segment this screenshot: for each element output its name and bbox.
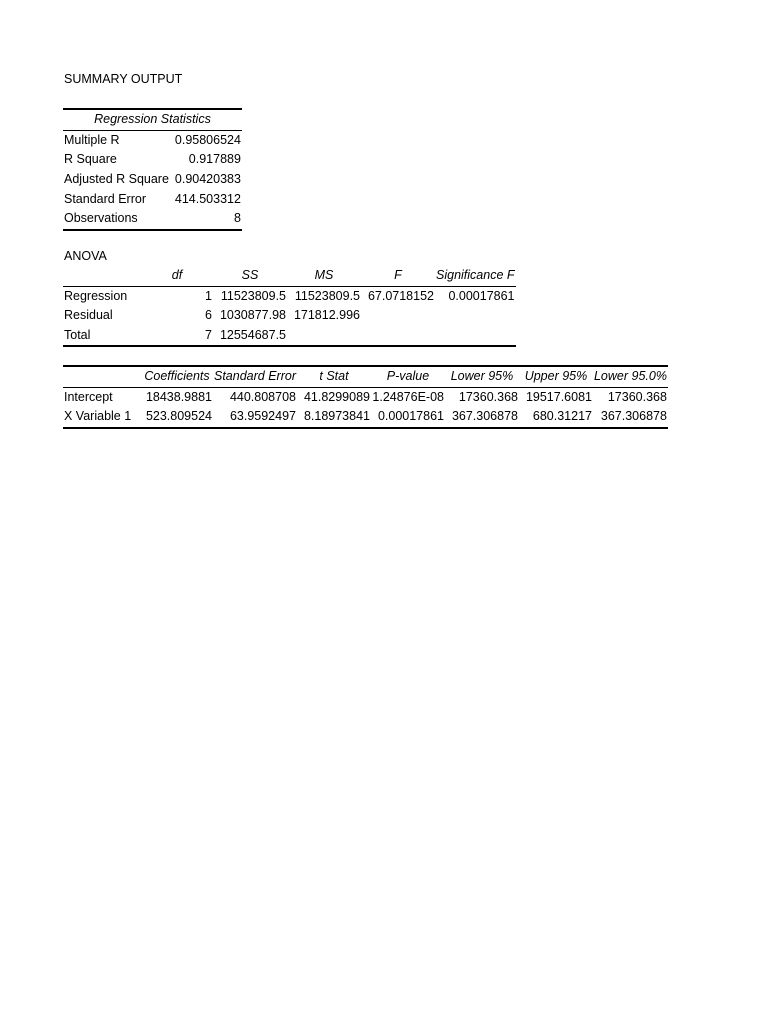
stat-label: Standard Error (64, 191, 146, 206)
table-row (63, 150, 242, 170)
table-row (63, 209, 242, 230)
regression-statistics-table (63, 108, 242, 231)
stat-label: Adjusted R Square (64, 172, 169, 187)
anova-table (63, 266, 516, 347)
table-row (63, 286, 516, 306)
table-row (63, 170, 242, 190)
column-header: Lower 95.0% (593, 366, 668, 387)
table-cell: 17360.368 (607, 389, 667, 404)
stat-value: 0.95806524 (174, 132, 241, 147)
table-cell: 41.8299089 (303, 389, 370, 404)
table-cell: 6 (205, 308, 212, 323)
column-header: F (361, 266, 435, 286)
table-cell: 0.00017861 (371, 407, 445, 428)
table-row (63, 387, 668, 407)
table-cell: 63.9592497 (213, 407, 297, 428)
row-label: X Variable 1 (63, 407, 141, 428)
table-row (63, 306, 516, 326)
column-header: P-value (371, 366, 445, 387)
table-cell (361, 326, 435, 347)
table-cell: 1030877.98 (219, 308, 286, 323)
stat-label: Multiple R (64, 132, 120, 147)
table-cell: 19517.6081 (525, 389, 592, 404)
table-cell: 171812.996 (293, 308, 360, 323)
table-cell: 11523809.5 (294, 288, 360, 303)
table-cell: 0.00017861 (448, 288, 515, 303)
table-row (63, 189, 242, 209)
row-label: Total (63, 326, 141, 347)
table-cell: 1.24876E-08 (372, 389, 444, 404)
table-cell: 67.0718152 (367, 288, 434, 303)
column-header: Significance F (435, 266, 516, 286)
column-header: Upper 95% (519, 366, 593, 387)
table-cell: 367.306878 (593, 407, 668, 428)
table-cell: 8.18973841 (297, 407, 371, 428)
table-row (63, 407, 668, 428)
stat-value: 0.917889 (188, 152, 241, 167)
table-cell: 17360.368 (458, 389, 518, 404)
stat-value: 0.90420383 (174, 172, 241, 187)
column-header (63, 266, 141, 286)
regression-statistics-header: Regression Statistics (63, 109, 242, 130)
column-header: MS (287, 266, 361, 286)
table-cell (361, 306, 435, 326)
anova-title: ANOVA (64, 249, 107, 263)
table-cell: 7 (141, 326, 213, 347)
coefficients-header-row (63, 366, 668, 387)
table-cell: 18438.9881 (145, 389, 212, 404)
stat-label: R Square (64, 152, 117, 167)
stat-value: 414.503312 (174, 191, 241, 206)
column-header: Coefficients (141, 366, 213, 387)
row-label: Residual (64, 308, 113, 323)
table-row (63, 326, 516, 347)
table-cell (435, 306, 516, 326)
table-cell: 11523809.5 (220, 288, 286, 303)
table-cell (287, 326, 361, 347)
stat-label: Observations (63, 209, 170, 230)
column-header: SS (213, 266, 287, 286)
table-cell: 367.306878 (445, 407, 519, 428)
coefficients-table (63, 365, 668, 429)
row-label: Regression (64, 288, 128, 303)
column-header: Standard Error (213, 366, 297, 387)
table-cell (435, 326, 516, 347)
anova-header-row (63, 266, 516, 286)
summary-output-title: SUMMARY OUTPUT (64, 72, 183, 86)
column-header: Lower 95% (445, 366, 519, 387)
table-cell: 440.808708 (229, 389, 296, 404)
stat-value: 8 (170, 209, 242, 230)
table-cell: 680.31217 (519, 407, 593, 428)
column-header: df (141, 266, 213, 286)
column-header: t Stat (297, 366, 371, 387)
table-cell: 1 (205, 288, 212, 303)
column-header (63, 366, 141, 387)
regression-statistics-header-row (63, 109, 242, 130)
table-cell: 523.809524 (141, 407, 213, 428)
table-row (63, 130, 242, 150)
table-cell: 12554687.5 (213, 326, 287, 347)
row-label: Intercept (64, 389, 113, 404)
